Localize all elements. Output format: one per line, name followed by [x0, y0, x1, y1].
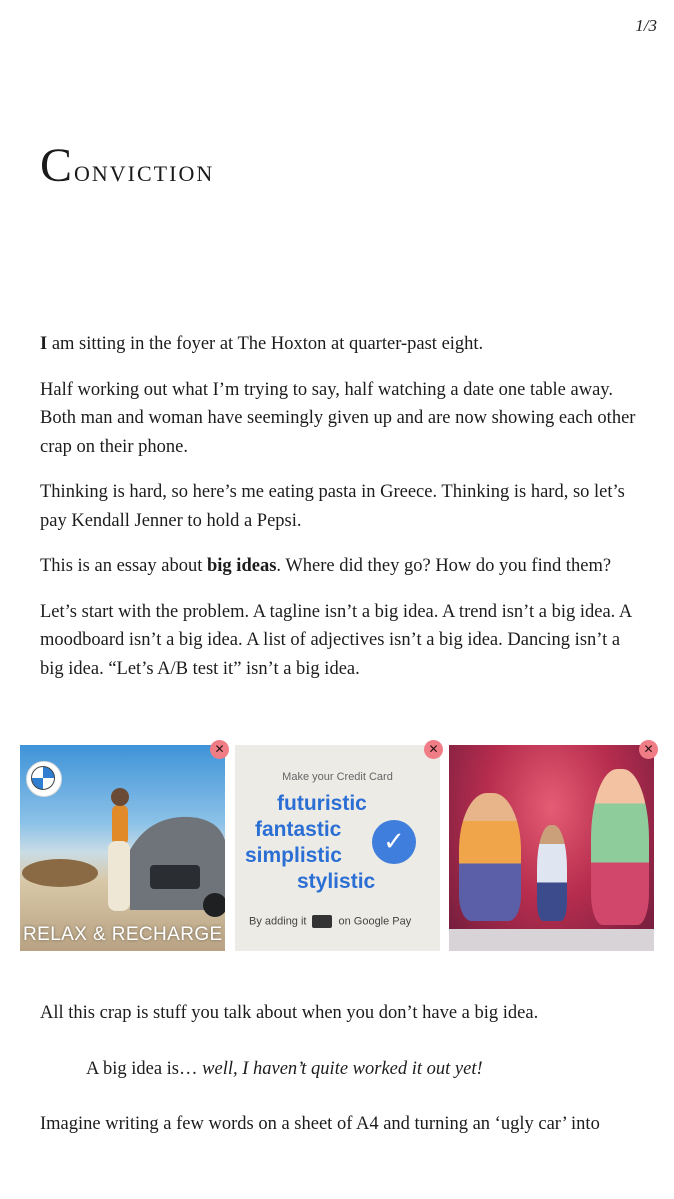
essay-intro [40, 330, 640, 700]
bmw-scene-illustration [20, 745, 225, 951]
ad-footer-after: on Google Pay [338, 915, 412, 928]
ad-footer-before: By adding it [249, 915, 307, 928]
ad-adjective-list [245, 791, 375, 895]
paragraph-2: Half working out what I’m trying to say, half watching a date one table away. Both man and woman have seemingly given up and are now showing each other crap on their phone. [40, 379, 636, 457]
paragraph-7-italic: well, I haven’t quite worked it out yet! [202, 1058, 483, 1079]
page-number: 1/3 [635, 16, 657, 35]
credit-card-icon [312, 915, 332, 928]
paragraph-4 [40, 552, 640, 581]
essay-title [40, 138, 214, 193]
ad-heading: Make your Credit Card [282, 771, 393, 783]
paragraph-3: Thinking is hard, so here’s me eating pasta in Greece. Thinking is hard, so let’s pay Kendall Jenner to hold a Pepsi. [40, 482, 625, 531]
paragraph-7 [40, 1055, 640, 1084]
dancing-character [591, 769, 649, 925]
paragraph-4-after: . Where did they go? How do you find them? [276, 556, 612, 576]
ad-line: futuristic [277, 792, 367, 815]
ad-line: fantastic [255, 818, 342, 841]
paragraph-1 [40, 330, 640, 359]
ad-image-bmw [20, 745, 225, 951]
close-icon[interactable]: ✕ [210, 740, 229, 759]
essay-continuation [40, 999, 640, 1166]
close-icon[interactable]: ✕ [424, 740, 443, 759]
ad-image-strip [20, 742, 654, 951]
stage-floor [449, 929, 654, 951]
ad-footer [249, 915, 411, 928]
checkmark-icon: ✓ [372, 820, 416, 864]
paragraph-1-text: am sitting in the foyer at The Hoxton at quarter-past eight. [47, 334, 484, 354]
dancing-character [459, 793, 521, 921]
paragraph-8: Imagine writing a few words on a sheet of A4 and turning an ‘ugly car’ into [40, 1114, 600, 1134]
paragraph-7-before: A big idea is… [86, 1058, 203, 1079]
title-initial: C [40, 139, 75, 192]
paragraph-4-before: This is an essay about [40, 556, 207, 576]
big-ideas-emphasis: big ideas [207, 556, 277, 576]
title-rest: onviction [74, 152, 215, 188]
ad-image-google-pay [235, 745, 440, 951]
ad-line: simplistic [245, 844, 342, 867]
close-icon[interactable]: ✕ [639, 740, 658, 759]
ad-line: stylistic [297, 870, 376, 893]
paragraph-5: Let’s start with the problem. A tagline isn’t a big idea. A trend isn’t a big idea. A moodboard isn’t a big idea. A list of adjectives isn’t a big idea. Dancing isn’t a big idea. “Let’s A/B test it” isn’t a big idea. [40, 601, 632, 679]
ad-image-dancing [449, 745, 654, 951]
lead-letter: I [40, 334, 48, 354]
paragraph-6: All this crap is stuff you talk about when you don’t have a big idea. [40, 1003, 539, 1023]
dancing-character [537, 825, 567, 921]
ad-caption: RELAX & RECHARGE [23, 924, 223, 945]
